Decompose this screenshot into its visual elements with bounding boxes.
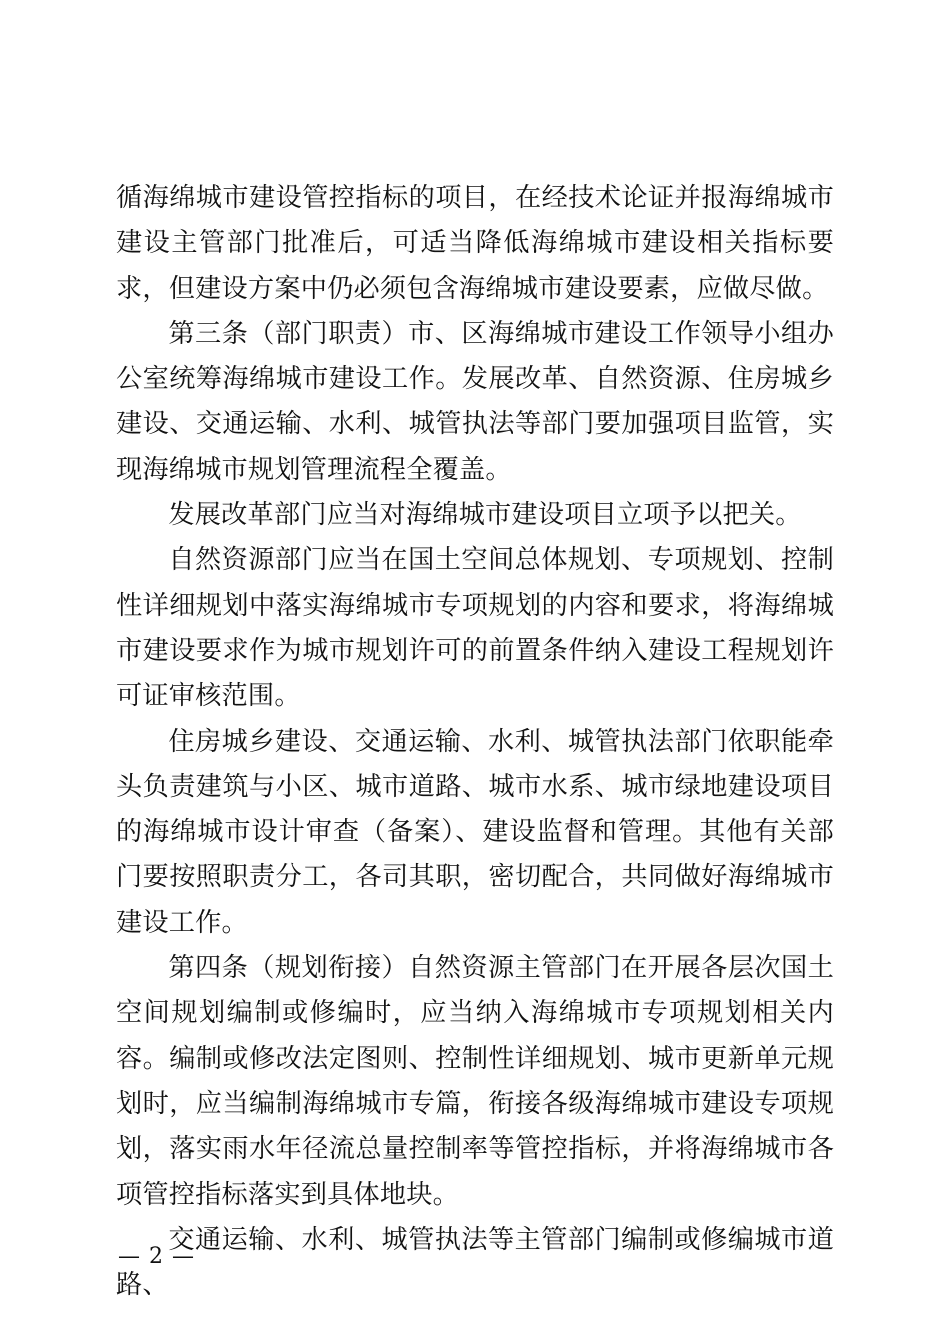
paragraph-article-4: 第四条（规划衔接）自然资源主管部门在开展各层次国土空间规划编制或修编时，应当纳入海绵城市专项规划相关内容。编制或修改法定图则、控制性详细规划、城市更新单元规划时，应当编制海绵城市专篇，衔接各级海绵城市建设专项规划，落实雨水年径流总量控制率等管控指标，并将海绵城市各项管控指标落实到具体地块。 xyxy=(116,953,834,1210)
paragraph-article-3: 第三条（部门职责）市、区海绵城市建设工作领导小组办公室统筹海绵城市建设工作。发展改革、自然资源、住房城乡建设、交通运输、水利、城管执法等部门要加强项目监管，实现海绵城市规划管理流程全覆盖。 xyxy=(116,318,834,485)
paragraph-housing-construction: 住房城乡建设、交通运输、水利、城管执法部门依职能牵头负责建筑与小区、城市道路、城市水系、城市绿地建设项目的海绵城市设计审查（备案）、建设监督和管理。其他有关部门要按照职责分工，各司其职，密切配合，共同做好海绵城市建设工作。 xyxy=(116,726,834,938)
body-text xyxy=(116,176,834,1308)
paragraph-natural-resources: 自然资源部门应当在国土空间总体规划、专项规划、控制性详细规划中落实海绵城市专项规划的内容和要求，将海绵城市建设要求作为城市规划许可的前置条件纳入建设工程规划许可证审核范围。 xyxy=(116,545,834,712)
page-number: — 2 — xyxy=(118,1244,195,1269)
paragraph-development-reform: 发展改革部门应当对海绵城市建设项目立项予以把关。 xyxy=(168,500,802,531)
paragraph-continued: 循海绵城市建设管控指标的项目，在经技术论证并报海绵城市建设主管部门批准后，可适当降低海绵城市建设相关指标要求，但建设方案中仍必须包含海绵城市建设要素，应做尽做。 xyxy=(116,183,834,304)
paragraph-transport-water: 交通运输、水利、城管执法等主管部门编制或修编城市道路、 xyxy=(116,1224,834,1301)
